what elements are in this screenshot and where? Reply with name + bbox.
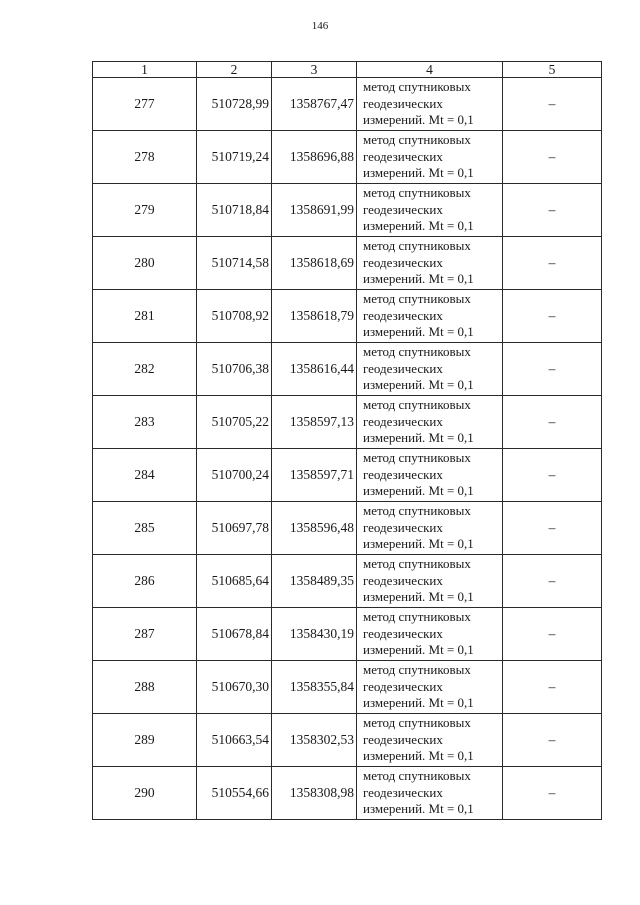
x-coordinate-cell — [197, 131, 272, 184]
x-coordinate-text: 510719,24 — [211, 149, 269, 164]
method-text: метод спутниковых геодезических измерений. Mt = 0,1 — [363, 609, 474, 658]
x-coordinate-cell — [197, 184, 272, 237]
header-col-1: 1 — [93, 62, 197, 78]
method-text: метод спутниковых геодезических измерений. Mt = 0,1 — [363, 715, 474, 764]
x-coordinate-text: 510678,84 — [211, 626, 269, 641]
note-text: – — [548, 785, 556, 800]
y-coordinate-cell — [272, 608, 357, 661]
y-coordinate-cell — [272, 184, 357, 237]
y-coordinate-cell — [272, 290, 357, 343]
point-number-cell — [93, 396, 197, 449]
header-col-5: 5 — [503, 62, 602, 78]
method-cell — [357, 502, 503, 555]
y-coordinate-text: 1358597,13 — [289, 414, 354, 429]
method-cell — [357, 714, 503, 767]
method-cell — [357, 396, 503, 449]
note-cell — [503, 449, 602, 502]
x-coordinate-cell — [197, 78, 272, 131]
x-coordinate-cell — [197, 502, 272, 555]
table-row — [93, 661, 602, 714]
y-coordinate-text: 1358618,79 — [289, 308, 354, 323]
note-text: – — [548, 308, 556, 323]
point-number-cell — [93, 555, 197, 608]
method-cell — [357, 555, 503, 608]
table-row — [93, 608, 602, 661]
note-cell — [503, 608, 602, 661]
y-coordinate-cell — [272, 661, 357, 714]
x-coordinate-text: 510705,22 — [211, 414, 269, 429]
method-text: метод спутниковых геодезических измерений. Mt = 0,1 — [363, 238, 474, 287]
table-row — [93, 555, 602, 608]
header-col-4: 4 — [357, 62, 503, 78]
table-row — [93, 131, 602, 184]
note-cell — [503, 237, 602, 290]
note-text: – — [548, 626, 556, 641]
x-coordinate-text: 510554,66 — [211, 785, 269, 800]
y-coordinate-text: 1358618,69 — [289, 255, 354, 270]
note-text: – — [548, 96, 556, 111]
y-coordinate-text: 1358489,35 — [289, 573, 354, 588]
header-col-3: 3 — [272, 62, 357, 78]
method-cell — [357, 661, 503, 714]
method-cell — [357, 290, 503, 343]
note-text: – — [548, 361, 556, 376]
method-text: метод спутниковых геодезических измерений. Mt = 0,1 — [363, 450, 474, 499]
y-coordinate-cell — [272, 237, 357, 290]
y-coordinate-cell — [272, 78, 357, 131]
table-row — [93, 502, 602, 555]
y-coordinate-text: 1358767,47 — [289, 96, 354, 111]
point-number-text: 285 — [134, 520, 155, 535]
y-coordinate-text: 1358430,19 — [289, 626, 354, 641]
table-row — [93, 184, 602, 237]
point-number-cell — [93, 767, 197, 820]
x-coordinate-cell — [197, 290, 272, 343]
method-text: метод спутниковых геодезических измерений. Mt = 0,1 — [363, 291, 474, 340]
point-number-cell — [93, 449, 197, 502]
y-coordinate-text: 1358596,48 — [289, 520, 354, 535]
page-number: 146 — [311, 20, 329, 32]
y-coordinate-text: 1358355,84 — [289, 679, 354, 694]
header-row — [93, 62, 602, 78]
note-text: – — [548, 520, 556, 535]
y-coordinate-cell — [272, 714, 357, 767]
point-number-cell — [93, 343, 197, 396]
y-coordinate-cell — [272, 555, 357, 608]
note-text: – — [548, 732, 556, 747]
point-number-cell — [93, 661, 197, 714]
x-coordinate-cell — [197, 449, 272, 502]
method-cell — [357, 449, 503, 502]
method-text: метод спутниковых геодезических измерений. Mt = 0,1 — [363, 503, 474, 552]
table-row — [93, 449, 602, 502]
y-coordinate-cell — [272, 343, 357, 396]
note-cell — [503, 343, 602, 396]
x-coordinate-cell — [197, 661, 272, 714]
point-number-text: 290 — [134, 785, 155, 800]
note-text: – — [548, 255, 556, 270]
point-number-cell — [93, 131, 197, 184]
method-cell — [357, 767, 503, 820]
y-coordinate-cell — [272, 131, 357, 184]
note-text: – — [548, 679, 556, 694]
point-number-cell — [93, 237, 197, 290]
note-cell — [503, 290, 602, 343]
point-number-text: 287 — [134, 626, 155, 641]
point-number-cell — [93, 290, 197, 343]
table-row — [93, 78, 602, 131]
note-cell — [503, 661, 602, 714]
note-cell — [503, 396, 602, 449]
x-coordinate-text: 510708,92 — [211, 308, 269, 323]
point-number-text: 289 — [134, 732, 155, 747]
point-number-text: 288 — [134, 679, 155, 694]
note-text: – — [548, 149, 556, 164]
y-coordinate-cell — [272, 449, 357, 502]
x-coordinate-text: 510700,24 — [211, 467, 269, 482]
x-coordinate-text: 510728,99 — [211, 96, 269, 111]
point-number-text: 278 — [134, 149, 155, 164]
note-text: – — [548, 202, 556, 217]
coordinates-table — [92, 61, 602, 820]
y-coordinate-text: 1358696,88 — [289, 149, 354, 164]
note-cell — [503, 184, 602, 237]
header-col-2: 2 — [197, 62, 272, 78]
point-number-text: 286 — [134, 573, 155, 588]
y-coordinate-text: 1358597,71 — [289, 467, 354, 482]
x-coordinate-text: 510718,84 — [211, 202, 269, 217]
note-text: – — [548, 573, 556, 588]
x-coordinate-cell — [197, 767, 272, 820]
x-coordinate-cell — [197, 237, 272, 290]
table-row — [93, 396, 602, 449]
table-row — [93, 290, 602, 343]
method-text: метод спутниковых геодезических измерений. Mt = 0,1 — [363, 768, 474, 817]
point-number-text: 277 — [134, 96, 155, 111]
method-text: метод спутниковых геодезических измерений. Mt = 0,1 — [363, 397, 474, 446]
point-number-text: 284 — [134, 467, 155, 482]
y-coordinate-text: 1358308,98 — [289, 785, 354, 800]
x-coordinate-cell — [197, 608, 272, 661]
table-header — [93, 62, 602, 78]
x-coordinate-cell — [197, 714, 272, 767]
method-text: метод спутниковых геодезических измерений. Mt = 0,1 — [363, 79, 474, 128]
y-coordinate-text: 1358691,99 — [289, 202, 354, 217]
method-cell — [357, 608, 503, 661]
y-coordinate-text: 1358302,53 — [289, 732, 354, 747]
method-cell — [357, 184, 503, 237]
point-number-cell — [93, 714, 197, 767]
point-number-text: 280 — [134, 255, 155, 270]
note-text: – — [548, 467, 556, 482]
method-cell — [357, 237, 503, 290]
method-text: метод спутниковых геодезических измерений. Mt = 0,1 — [363, 344, 474, 393]
note-cell — [503, 767, 602, 820]
note-cell — [503, 78, 602, 131]
point-number-text: 282 — [134, 361, 155, 376]
method-cell — [357, 343, 503, 396]
x-coordinate-text: 510706,38 — [211, 361, 269, 376]
method-text: метод спутниковых геодезических измерений. Mt = 0,1 — [363, 185, 474, 234]
note-text: – — [548, 414, 556, 429]
table-row — [93, 237, 602, 290]
table-row — [93, 767, 602, 820]
method-text: метод спутниковых геодезических измерений. Mt = 0,1 — [363, 556, 474, 605]
method-text: метод спутниковых геодезических измерений. Mt = 0,1 — [363, 132, 474, 181]
x-coordinate-cell — [197, 555, 272, 608]
x-coordinate-text: 510714,58 — [211, 255, 269, 270]
note-cell — [503, 502, 602, 555]
note-cell — [503, 131, 602, 184]
note-cell — [503, 714, 602, 767]
table-row — [93, 714, 602, 767]
x-coordinate-cell — [197, 396, 272, 449]
method-cell — [357, 131, 503, 184]
x-coordinate-text: 510697,78 — [211, 520, 269, 535]
y-coordinate-cell — [272, 396, 357, 449]
table-row — [93, 343, 602, 396]
y-coordinate-cell — [272, 767, 357, 820]
point-number-text: 283 — [134, 414, 155, 429]
note-cell — [503, 555, 602, 608]
x-coordinate-text: 510685,64 — [211, 573, 269, 588]
x-coordinate-text: 510670,30 — [211, 679, 269, 694]
x-coordinate-cell — [197, 343, 272, 396]
point-number-cell — [93, 502, 197, 555]
point-number-text: 279 — [134, 202, 155, 217]
point-number-cell — [93, 184, 197, 237]
method-text: метод спутниковых геодезических измерений. Mt = 0,1 — [363, 662, 474, 711]
y-coordinate-text: 1358616,44 — [289, 361, 354, 376]
point-number-cell — [93, 608, 197, 661]
point-number-cell — [93, 78, 197, 131]
point-number-text: 281 — [134, 308, 155, 323]
table-body — [93, 78, 602, 820]
method-cell — [357, 78, 503, 131]
y-coordinate-cell — [272, 502, 357, 555]
x-coordinate-text: 510663,54 — [211, 732, 269, 747]
